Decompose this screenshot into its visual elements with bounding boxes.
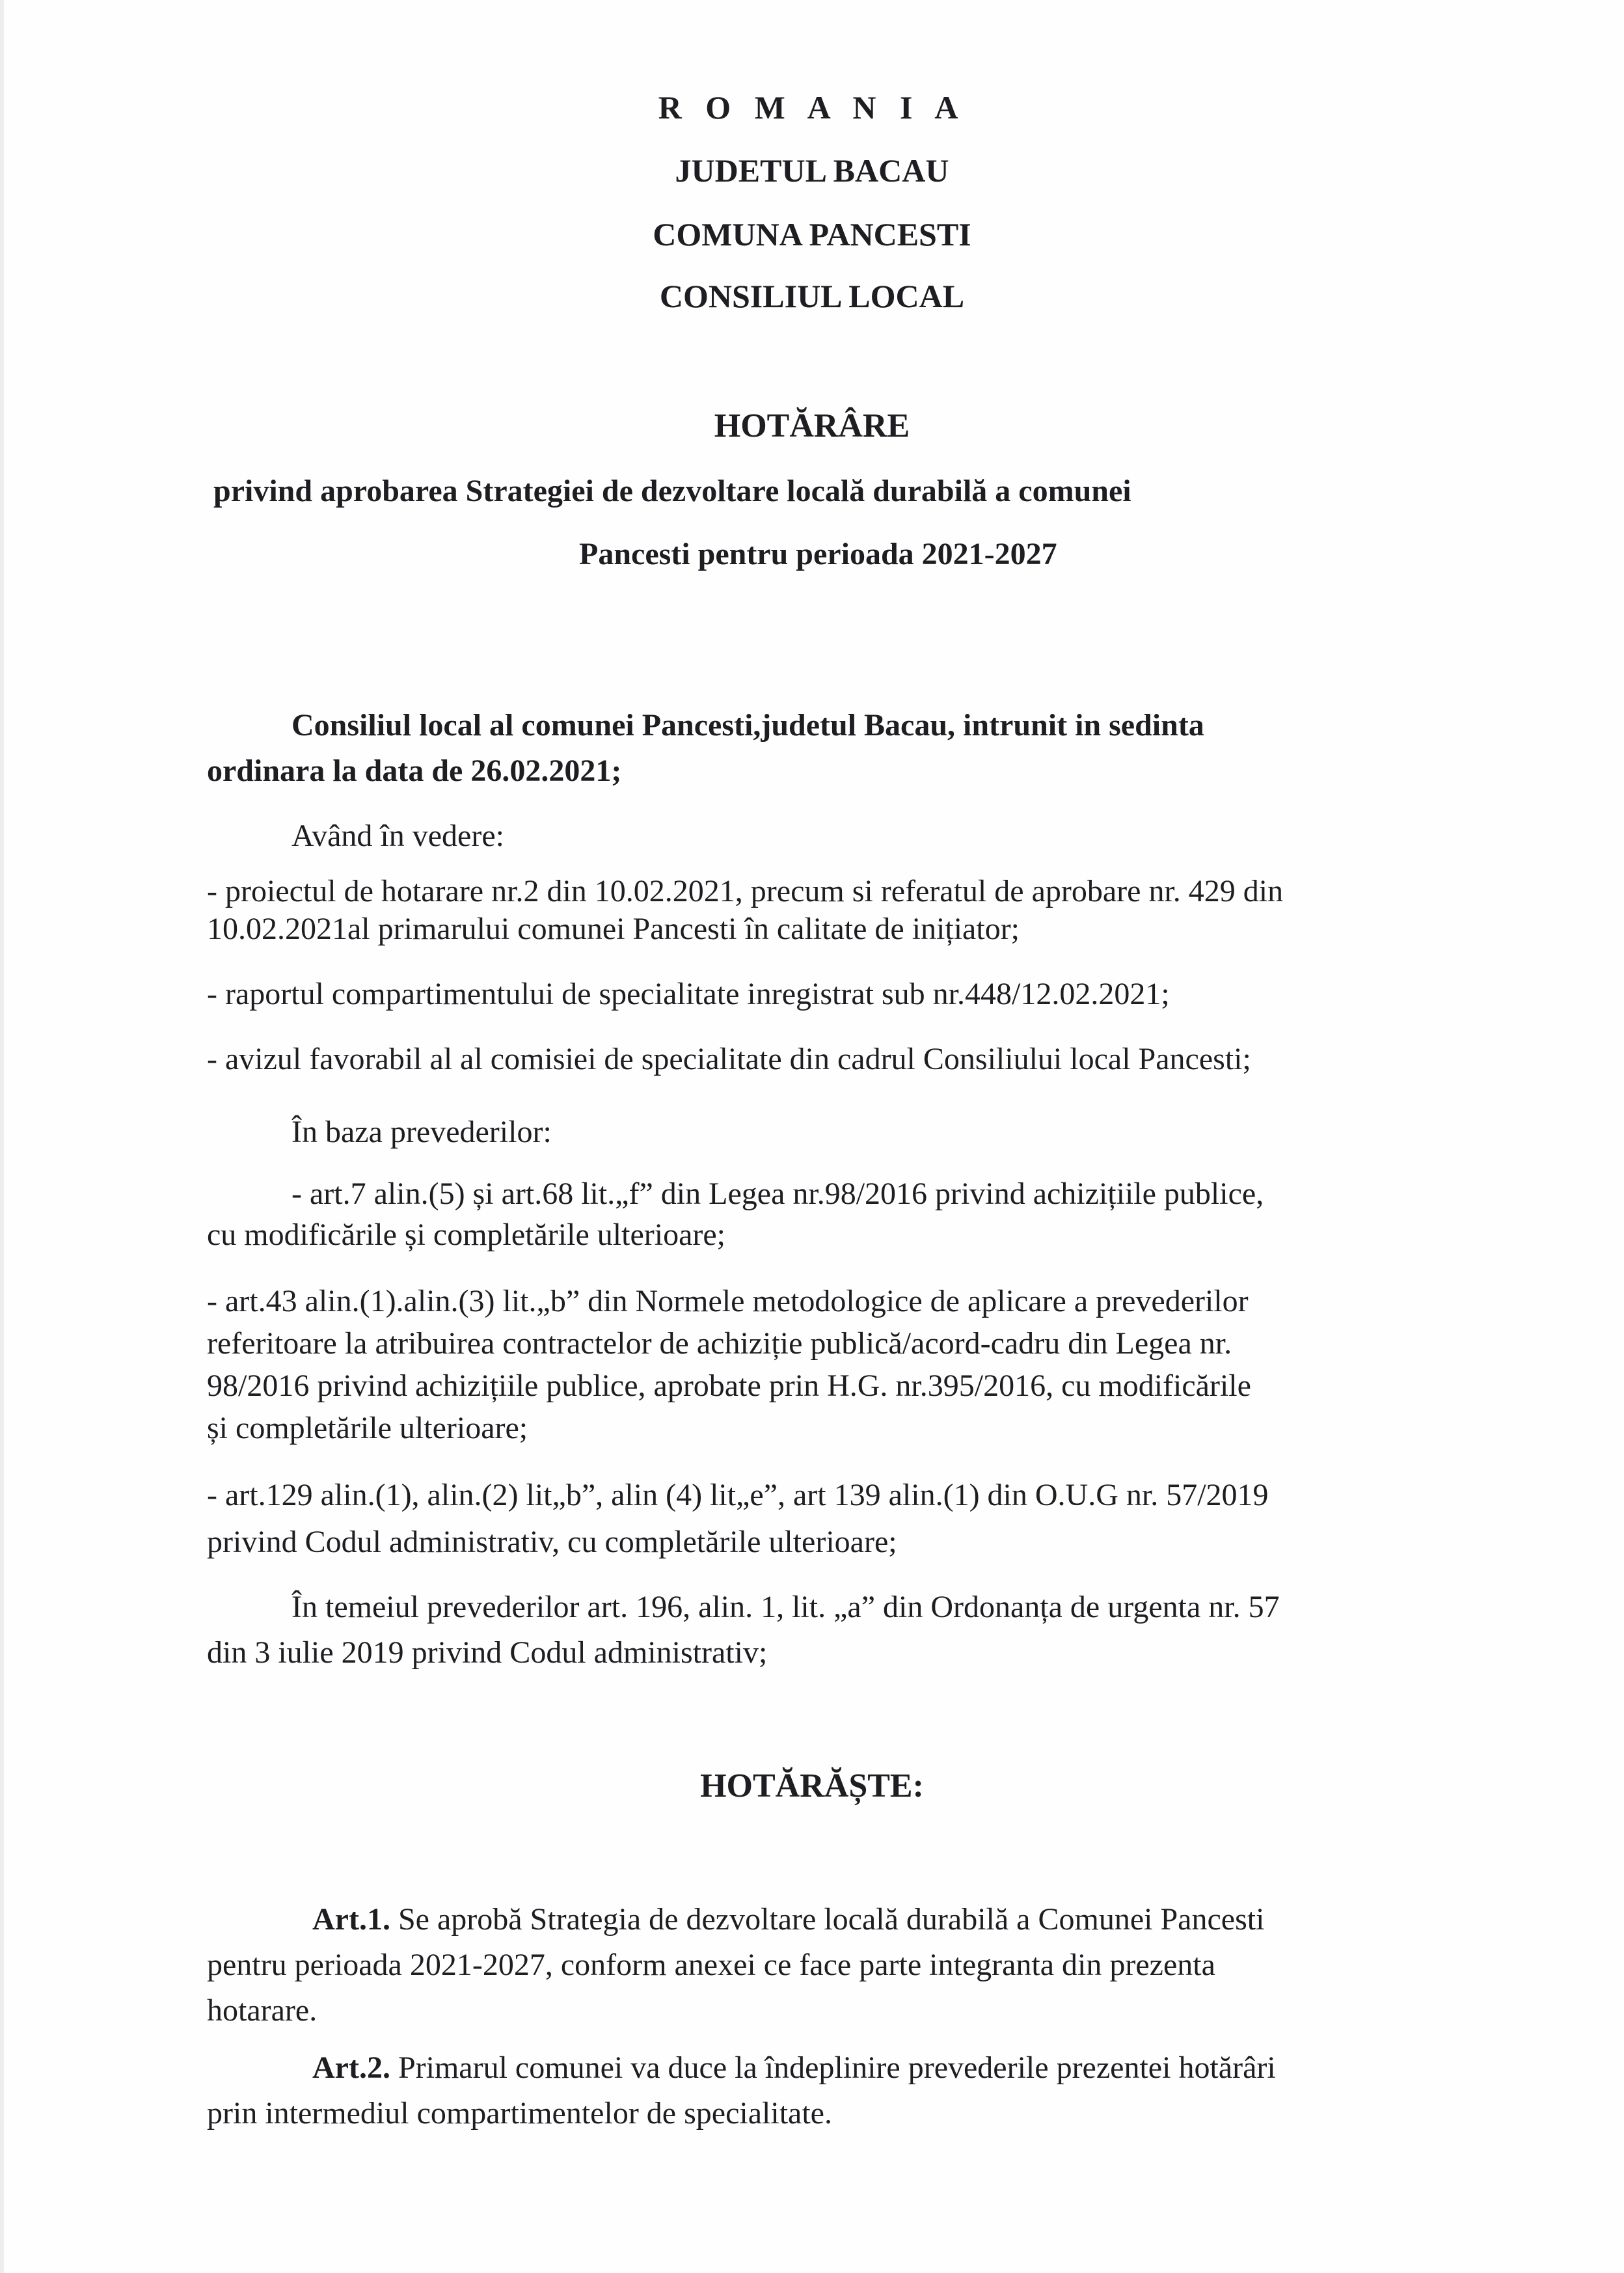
header-county: JUDETUL BACAU	[675, 152, 949, 189]
article-1-line2: pentru perioada 2021-2027, conform anexei ce face parte integranta din prezenta	[207, 1948, 1215, 1982]
legal-basis-item-3-line2: privind Codul administrativ, cu completările ulterioare;	[207, 1525, 897, 1559]
preamble-line2: ordinara la data de 26.02.2021;	[207, 754, 622, 788]
article-2-line2: prin intermediul compartimentelor de specialitate.	[207, 2096, 832, 2130]
article-2-label: Art.2.	[312, 2050, 390, 2085]
article-1-label: Art.1.	[312, 1902, 390, 1937]
considering-item-1-line1: - proiectul de hotarare nr.2 din 10.02.2021, precum si referatul de aprobare nr. 429 din	[207, 874, 1284, 908]
scan-edge	[0, 0, 4, 2273]
article-2-line1	[312, 2048, 1276, 2088]
legal-basis-item-1-line2: cu modificările și completările ulterioare;	[207, 1218, 725, 1252]
article-1-text: Se aprobă Strategia de dezvoltare locală durabilă a Comunei Pancesti	[390, 1902, 1265, 1937]
grounds-line1: În temeiul prevederilor art. 196, alin. 1, lit. „a” din Ordonanța de urgenta nr. 57	[291, 1590, 1280, 1624]
considering-item-3: - avizul favorabil al al comisiei de specialitate din cadrul Consiliului local Pancesti;	[207, 1042, 1251, 1076]
document-title: HOTĂRÂRE	[714, 407, 910, 444]
legal-basis-item-2-line3: 98/2016 privind achizițiile publice, aprobate prin H.G. nr.395/2016, cu modificările	[207, 1368, 1251, 1403]
considering-item-1-line2: 10.02.2021al primarului comunei Pancesti în calitate de inițiator;	[207, 912, 1020, 946]
decision-heading: HOTĂRĂȘTE:	[700, 1767, 924, 1804]
header-commune: COMUNA PANCESTI	[653, 216, 971, 252]
article-1-line1	[312, 1900, 1264, 1939]
grounds-line2: din 3 iulie 2019 privind Codul administrativ;	[207, 1635, 768, 1670]
header-council: CONSILIUL LOCAL	[659, 278, 965, 314]
legal-basis-item-2-line4: și completările ulterioare;	[207, 1411, 528, 1445]
preamble-line1: Consiliul local al comunei Pancesti,judetul Bacau, intrunit in sedinta	[291, 708, 1204, 742]
legal-basis-item-1-line1: - art.7 alin.(5) și art.68 lit.„f” din Legea nr.98/2016 privind achizițiile publice,	[291, 1177, 1264, 1211]
document-subject-line1: privind aprobarea Strategiei de dezvoltare locală durabilă a comunei	[213, 474, 1131, 508]
article-1-line3: hotarare.	[207, 1993, 318, 2028]
legal-basis-label: În baza prevederilor:	[291, 1115, 552, 1149]
document-subject-line2: Pancesti pentru perioada 2021-2027	[579, 537, 1057, 571]
header-country: R O M A N I A	[658, 89, 966, 126]
legal-basis-item-3-line1: - art.129 alin.(1), alin.(2) lit„b”, alin (4) lit„e”, art 139 alin.(1) din O.U.G nr. 57/2019	[207, 1478, 1269, 1512]
article-2-text: Primarul comunei va duce la îndeplinire prevederile prezentei hotărâri	[390, 2050, 1276, 2085]
considering-label: Având în vedere:	[291, 819, 504, 853]
considering-item-2: - raportul compartimentului de specialitate inregistrat sub nr.448/12.02.2021;	[207, 977, 1170, 1011]
legal-basis-item-2-line1: - art.43 alin.(1).alin.(3) lit.„b” din Normele metodologice de aplicare a prevederilor	[207, 1284, 1249, 1318]
legal-basis-item-2-line2: referitoare la atribuirea contractelor de achiziție publică/acord-cadru din Legea nr.	[207, 1326, 1232, 1361]
